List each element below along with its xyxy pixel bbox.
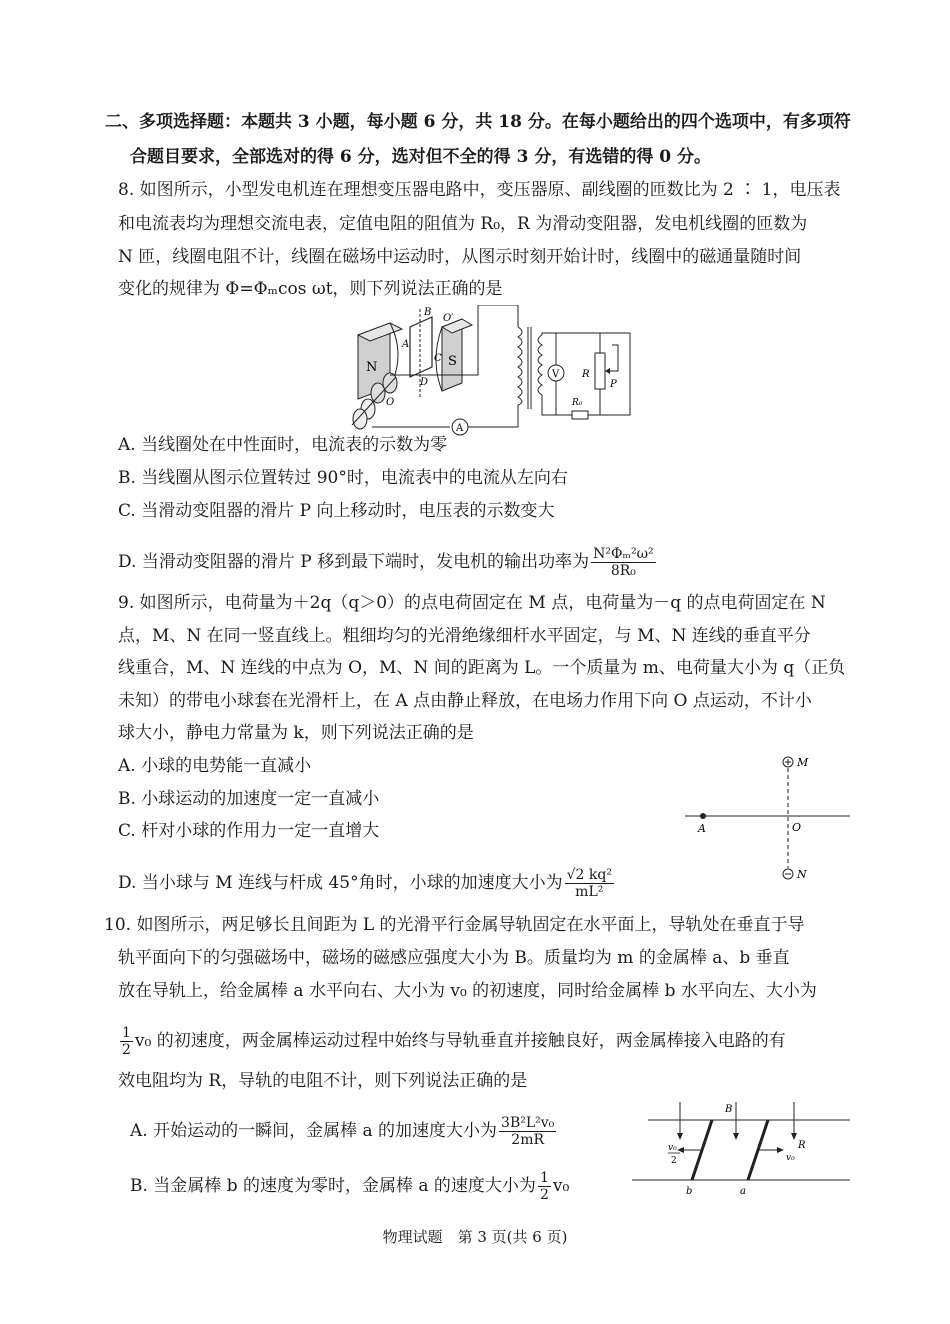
label-half-v0-den: 2 [671, 1156, 677, 1166]
q10-option-a-denominator: 2mR [511, 1132, 545, 1148]
q9-option-c: C. 杆对小球的作用力一定一直增大 [118, 821, 380, 841]
q9-stem-line5: 球大小，静电力常量为 k，则下列说法正确的是 [118, 723, 474, 743]
q10-half-fraction [120, 1025, 133, 1058]
q9-stem-line4: 未知）的带电小球套在光滑杆上，在 A 点由静止释放，在电场力作用下向 O 点运动，不计小 [118, 691, 812, 711]
q8-stem-line1: 8. 如图所示，小型发电机连在理想变压器电路中，变压器原、副线圈的匝数比为 2 ∶ 1，电压表 [118, 180, 841, 200]
label-V: V [552, 369, 560, 380]
q10-stem-line1: 10. 如图所示，两足够长且间距为 L 的光滑平行金属导轨固定在水平面上，导轨处在垂直于导 [104, 915, 805, 935]
q9-charges-figure [680, 752, 855, 884]
q9-option-a: A. 小球的电势能一直减小 [118, 756, 312, 776]
q10-option-b-numerator: 1 [539, 1170, 549, 1186]
q8-generator-circuit-figure [350, 305, 640, 445]
label-B: B [424, 307, 432, 318]
q8-stem-line4: 变化的规律为 Φ=Φₘcos ωt，则下列说法正确的是 [118, 279, 503, 299]
q10-option-b-denominator: 2 [539, 1187, 549, 1203]
q8-stem-line2: 和电流表均为理想交流电表，定值电阻的阻值为 R₀，R 为滑动变阻器，发电机线圈的匝数为 [118, 214, 808, 234]
label-v0: v₀ [786, 1153, 795, 1163]
q10-half-denominator: 2 [122, 1042, 131, 1058]
q10-option-a-fraction [499, 1115, 556, 1148]
q9-option-d-fraction [565, 867, 614, 900]
q10-stem-line4 [118, 1025, 786, 1058]
label-R0: R₀ [572, 398, 583, 408]
label-R: R [582, 369, 590, 380]
q9-option-d [118, 867, 616, 900]
label-half-v0-num: v₀ [668, 1143, 677, 1153]
q9-option-d-text: D. 当小球与 M 连线与杆成 45°角时，小球的加速度大小为 [118, 873, 563, 893]
slip-ring-2 [371, 383, 385, 403]
section-header-line2: 合题目要求，全部选对的得 6 分，选对但不全的得 3 分，有选错的得 0 分。 [130, 147, 711, 167]
q10-stem-line3: 放在导轨上，给金属棒 a 水平向右、大小为 v₀ 的初速度，同时给金属棒 b 水平向左、大小为 [118, 981, 817, 1001]
label-ammeter: A [456, 423, 464, 434]
q8-option-d-numerator: N²Φₘ²ω² [593, 546, 654, 562]
page-footer: 物理试题 第 3 页(共 6 页) [382, 1228, 568, 1246]
q10-half-numerator: 1 [122, 1025, 131, 1041]
q8-option-a: A. 当线圈处在中性面时，电流表的示数为零 [118, 435, 448, 455]
q8-stem-line3: N 匝，线圈电阻不计，线圈在磁场中运动时，从图示时刻开始计时，线圈中的磁通量随时间 [118, 247, 802, 267]
rheostat [595, 353, 605, 389]
label-S: S [448, 354, 457, 369]
label-P: P [610, 379, 617, 390]
q10-option-b-text: B. 当金属棒 b 的速度为零时，金属棒 a 的速度大小为 [130, 1176, 536, 1196]
q10-option-b-suffix: v₀ [552, 1176, 570, 1196]
q10-option-a-numerator: 3B²L²v₀ [501, 1115, 555, 1131]
label-N: N [797, 868, 807, 881]
transformer-primary [518, 327, 522, 405]
section-header-line1: 二、多项选择题：本题共 3 小题，每小题 6 分，共 18 分。在每小题给出的四个选项中，有多项符 [105, 112, 851, 132]
q10-option-a [130, 1115, 558, 1148]
q8-option-d-denominator: 8R₀ [610, 563, 636, 579]
q10-stem-line5: 效电阻均为 R，导轨的电阻不计，则下列说法正确的是 [118, 1071, 528, 1091]
label-D: D [420, 377, 429, 388]
label-N: N [366, 360, 378, 375]
label-O: O [792, 821, 802, 834]
q9-stem-line3: 线重合，M、N 连线的中点为 O，M、N 间的距离为 L。一个质量为 m、电荷量大小为 q（正负 [118, 658, 846, 678]
coil [410, 317, 432, 377]
label-O: O [386, 397, 395, 408]
ball-A [700, 813, 706, 819]
q10-rails-figure [628, 1098, 853, 1198]
q8-option-d-text: D. 当滑动变阻器的滑片 P 移到最下端时，发电机的输出功率为 [118, 552, 590, 572]
q8-option-d-fraction [591, 546, 656, 579]
q9-option-d-numerator: √2 kq² [566, 867, 612, 883]
q10-option-b [130, 1170, 569, 1203]
label-M: M [797, 756, 809, 769]
label-R: R [798, 1140, 806, 1151]
q9-option-d-denominator: mL² [575, 884, 604, 900]
q8-option-d [118, 546, 658, 579]
label-b: b [686, 1186, 693, 1197]
resistor-R0 [572, 411, 588, 419]
transformer-secondary [538, 335, 542, 395]
label-O-prime: O′ [443, 313, 454, 324]
q8-option-c: C. 当滑动变阻器的滑片 P 向上移动时，电压表的示数变大 [118, 501, 555, 521]
label-A: A [402, 339, 410, 350]
label-a: a [740, 1186, 746, 1197]
label-B: B [725, 1104, 733, 1115]
q8-option-b: B. 当线圈从图示位置转过 90°时，电流表中的电流从左向右 [118, 468, 568, 488]
q10-stem-line2: 轨平面向下的匀强磁场中，磁场的磁感应强度大小为 B。质量均为 m 的金属棒 a、b 垂直 [118, 948, 790, 968]
q9-option-b: B. 小球运动的加速度一定一直减小 [118, 789, 380, 809]
q10-stem-line4-text: v₀ 的初速度，两金属棒运动过程中始终与导轨垂直并接触良好，两金属棒接入电路的有 [134, 1031, 786, 1051]
label-A: A [698, 822, 706, 835]
q10-option-a-text: A. 开始运动的一瞬间，金属棒 a 的加速度大小为 [130, 1121, 498, 1141]
label-C: C [434, 353, 442, 364]
q9-stem-line2: 点，M、N 在同一竖直线上。粗细均匀的光滑绝缘细杆水平固定，与 M、N 连线的垂直平分 [118, 626, 811, 646]
q10-option-b-fraction [538, 1170, 551, 1203]
q9-stem-line1: 9. 如图所示，电荷量为＋2q（q＞0）的点电荷固定在 M 点，电荷量为－q 的点电荷固定在 N [118, 593, 826, 613]
